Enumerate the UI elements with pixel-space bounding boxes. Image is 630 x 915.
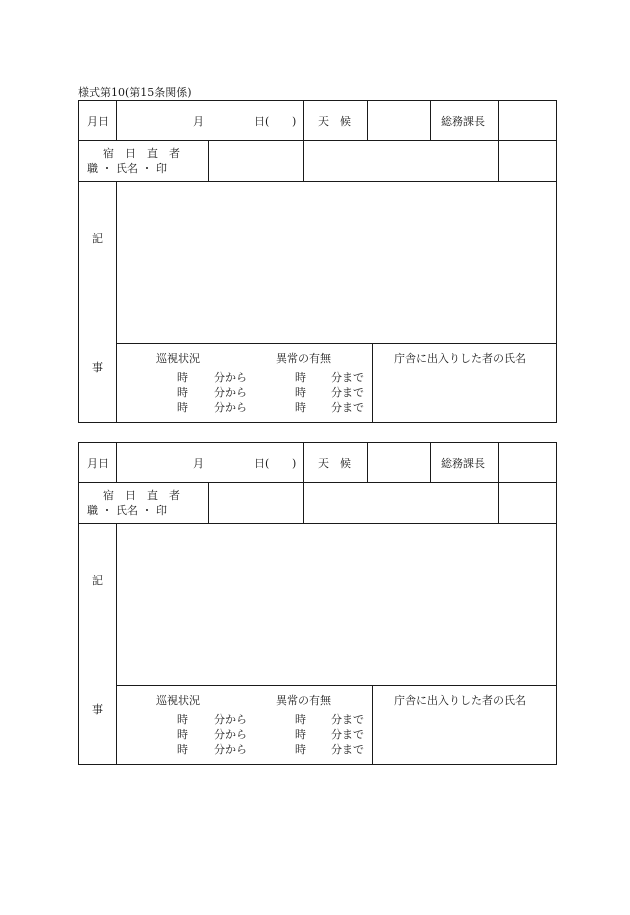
hour-from: 時 [177,728,188,741]
hour-from: 時 [177,743,188,756]
date-label: 月日 [87,115,109,128]
duty-person-label: 宿 日 直 者 [103,147,180,160]
hour-to: 時 [295,401,306,414]
month-label: 月 [193,457,204,470]
duty-person-label: 宿 日 直 者 [103,489,180,502]
duty-person-field-3[interactable] [499,483,556,522]
minute-from: 分から [214,743,247,756]
notes-label-top: 記 [92,232,103,245]
notes-label-bottom: 事 [92,703,103,716]
minute-to: 分まで [331,386,364,399]
notes-area[interactable] [117,524,556,684]
visitors-label: 庁舎に出入りした者の氏名 [394,352,526,365]
day-close-paren: ) [292,457,297,470]
minute-from: 分から [214,401,247,414]
visitors-label: 庁舎に出入りした者の氏名 [394,694,526,707]
duty-person-field-2[interactable] [304,483,497,522]
hour-to: 時 [295,386,306,399]
duty-log-form-2 [78,442,557,765]
hour-to: 時 [295,728,306,741]
notes-label-top: 記 [92,574,103,587]
minute-to: 分まで [331,401,364,414]
general-manager-label: 総務課長 [441,115,485,128]
minute-from: 分から [214,713,247,726]
duty-log-form-1 [78,100,557,423]
row-divider [116,343,557,344]
weather-field[interactable] [368,101,429,139]
minute-to: 分まで [331,371,364,384]
row-divider [116,685,557,686]
hour-to: 時 [295,713,306,726]
month-label: 月 [193,115,204,128]
visitors-field[interactable] [373,368,556,422]
general-manager-label: 総務課長 [441,457,485,470]
abnormality-label: 異常の有無 [276,694,331,707]
day-label: 日( [254,115,270,128]
minute-from: 分から [214,371,247,384]
col-divider [116,442,117,482]
minute-to: 分まで [331,728,364,741]
hour-to: 時 [295,371,306,384]
duty-person-field-1[interactable] [209,141,302,180]
weather-label: 天 候 [318,457,351,470]
general-manager-seal-field[interactable] [499,101,556,139]
day-label: 日( [254,457,270,470]
duty-person-field-3[interactable] [499,141,556,180]
col-divider [430,100,431,140]
duty-person-field-1[interactable] [209,483,302,522]
minute-from: 分から [214,728,247,741]
general-manager-seal-field[interactable] [499,443,556,481]
minute-from: 分から [214,386,247,399]
visitors-field[interactable] [373,710,556,764]
duty-person-sublabel: 職 ・ 氏名 ・ 印 [87,504,167,517]
patrol-status-label: 巡視状況 [156,352,200,365]
patrol-status-label: 巡視状況 [156,694,200,707]
hour-from: 時 [177,713,188,726]
notes-label-bottom: 事 [92,361,103,374]
duty-person-sublabel: 職 ・ 氏名 ・ 印 [87,162,167,175]
hour-from: 時 [177,401,188,414]
minute-to: 分まで [331,743,364,756]
day-close-paren: ) [292,115,297,128]
minute-to: 分まで [331,713,364,726]
col-divider [430,442,431,482]
col-divider [116,100,117,140]
duty-person-field-2[interactable] [304,141,497,180]
notes-area[interactable] [117,182,556,342]
hour-to: 時 [295,743,306,756]
hour-from: 時 [177,386,188,399]
abnormality-label: 異常の有無 [276,352,331,365]
weather-label: 天 候 [318,115,351,128]
date-label: 月日 [87,457,109,470]
form-caption: 様式第10(第15条関係) [78,86,192,99]
hour-from: 時 [177,371,188,384]
weather-field[interactable] [368,443,429,481]
